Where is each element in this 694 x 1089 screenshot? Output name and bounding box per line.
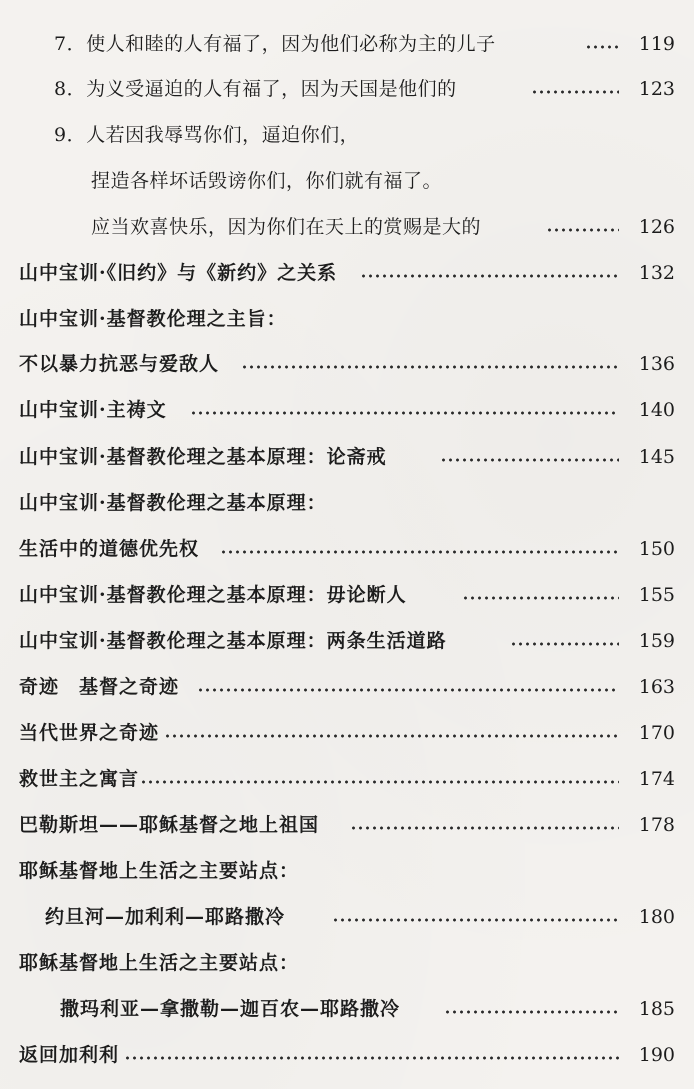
- toc-entry-page: 163: [638, 676, 675, 698]
- toc-entry-continuation: [0, 164, 694, 198]
- toc-entry-title: 生活中的道德优先权: [19, 538, 200, 560]
- toc-entry-title: 耶稣基督地上生活之主要站点：: [19, 860, 300, 882]
- toc-entry-page: 150: [638, 538, 675, 560]
- toc-entry: [0, 118, 694, 152]
- toc-entry[interactable]: [0, 72, 694, 106]
- toc-entry-title: 约旦河—加利利—耶路撒冷: [45, 906, 286, 928]
- toc-entry[interactable]: [0, 762, 694, 796]
- leader-dots: [585, 27, 619, 61]
- toc-entry-page: 178: [638, 814, 675, 836]
- toc-entry-title: 耶稣基督地上生活之主要站点：: [19, 952, 300, 974]
- leader-dots: [510, 624, 619, 658]
- toc-entry-page: 123: [638, 78, 675, 100]
- toc-entry-title: 8．为义受逼迫的人有福了，因为天国是他们的: [54, 78, 457, 100]
- toc-entry[interactable]: [0, 1038, 694, 1072]
- leader-dots: [440, 440, 619, 474]
- toc-entry[interactable]: [0, 210, 694, 244]
- toc-entry-title: 山中宝训·基督教伦理之主旨：: [19, 308, 287, 330]
- toc-entry-continuation[interactable]: [0, 900, 694, 934]
- toc-entry-continuation[interactable]: [0, 992, 694, 1026]
- toc-entry-title: 9．人若因我辱骂你们，逼迫你们，: [54, 124, 360, 146]
- toc-entry-page: 185: [638, 998, 675, 1020]
- toc-entry-title: 山中宝训·基督教伦理之基本原理：两条生活道路: [19, 630, 447, 652]
- leader-dots: [531, 72, 619, 106]
- leader-dots: [462, 578, 619, 612]
- toc-entry[interactable]: [0, 716, 694, 750]
- leader-dots: [140, 762, 619, 796]
- toc-entry[interactable]: [0, 256, 694, 290]
- toc-entry-title: 返回加利利: [19, 1044, 120, 1066]
- toc-entry-page: 170: [638, 722, 675, 744]
- toc-entry-title: 奇迹 基督之奇迹: [19, 676, 180, 698]
- toc-entry: [0, 486, 694, 520]
- toc-entry-page: 145: [638, 446, 675, 468]
- toc-entry-title: 捏造各样坏话毁谤你们，你们就有福了。: [91, 170, 443, 192]
- toc-entry[interactable]: [0, 808, 694, 842]
- toc-entry-title: 山中宝训·基督教伦理之基本原理：毋论断人: [19, 584, 407, 606]
- toc-entry[interactable]: [0, 624, 694, 658]
- toc-entry: [0, 946, 694, 980]
- toc-entry[interactable]: [0, 440, 694, 474]
- toc-entry[interactable]: [0, 670, 694, 704]
- toc-entry-title: 应当欢喜快乐，因为你们在天上的赏赐是大的: [91, 216, 482, 238]
- toc-entry-page: 140: [638, 399, 675, 421]
- toc-entry-page: 155: [638, 584, 675, 606]
- leader-dots: [444, 992, 619, 1026]
- toc-entry[interactable]: [0, 578, 694, 612]
- toc-entry-page: 136: [638, 353, 675, 375]
- toc-entry-page: 126: [638, 216, 675, 238]
- toc-entry-title: 撒玛利亚—拿撒勒—迦百农—耶路撒冷: [60, 998, 401, 1020]
- toc-entry-title: 山中宝训·基督教伦理之基本原理：: [19, 492, 327, 514]
- toc-entry-title: 山中宝训·《旧约》与《新约》之关系: [19, 262, 338, 284]
- toc-entry-title: 当代世界之奇迹: [19, 722, 160, 744]
- leader-dots: [332, 900, 619, 934]
- leader-dots: [350, 808, 619, 842]
- leader-dots: [241, 347, 619, 381]
- toc-entry-continuation[interactable]: [0, 532, 694, 566]
- toc-entry-continuation[interactable]: [0, 347, 694, 381]
- leader-dots: [124, 1038, 619, 1072]
- leader-dots: [220, 532, 619, 566]
- leader-dots: [164, 716, 619, 750]
- toc-entry: [0, 854, 694, 888]
- leader-dots: [360, 256, 619, 290]
- toc-entry-page: 132: [638, 262, 675, 284]
- toc-entry-title: 7．使人和睦的人有福了，因为他们必称为主的儿子: [54, 33, 496, 55]
- toc-entry[interactable]: [0, 27, 694, 61]
- toc-entry: [0, 302, 694, 336]
- toc-entry-title: 山中宝训·基督教伦理之基本原理：论斋戒: [19, 446, 387, 468]
- toc-entry-page: 180: [638, 906, 675, 928]
- leader-dots: [546, 210, 619, 244]
- leader-dots: [197, 670, 619, 704]
- toc-entry[interactable]: [0, 393, 694, 427]
- toc-entry-page: 159: [638, 630, 675, 652]
- toc-entry-page: 190: [638, 1044, 675, 1066]
- toc-entry-title: 救世主之寓言: [19, 768, 140, 790]
- leader-dots: [190, 393, 619, 427]
- toc-entry-title: 巴勒斯坦——耶稣基督之地上祖国: [19, 814, 320, 836]
- toc-entry-page: 174: [638, 768, 675, 790]
- toc-entry-page: 119: [638, 33, 675, 55]
- toc-entry-title: 山中宝训·主祷文: [19, 399, 167, 421]
- toc-entry-title: 不以暴力抗恶与爱敌人: [19, 353, 220, 375]
